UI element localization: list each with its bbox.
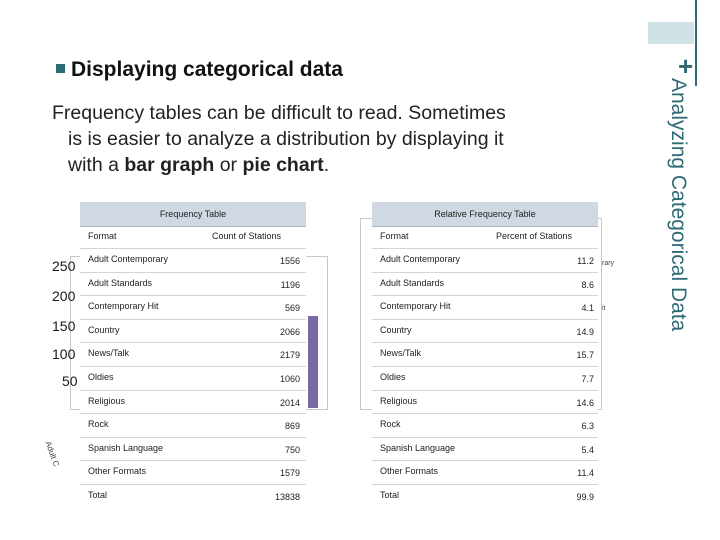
format-cell: Adult Contemporary [380, 254, 461, 264]
bar-graph-term: bar graph [124, 154, 215, 176]
value-cell: 1579 [279, 468, 300, 479]
pie-chart-term: pie chart [242, 154, 324, 176]
format-cell: Adult Standards [380, 277, 445, 288]
relative-frequency-table [372, 202, 598, 509]
format-cell: News/Talk [380, 348, 422, 359]
relative-table-col-format: Format [380, 231, 409, 241]
clipped-side-text-2: it [602, 305, 606, 312]
table-row [80, 248, 306, 273]
value-cell: 6.3 [581, 421, 594, 432]
format-cell: Spanish Language [88, 442, 164, 453]
value-cell: 1556 [279, 256, 300, 266]
format-cell: Religious [380, 395, 418, 406]
y-tick-label: 150 [52, 318, 76, 334]
table-row [372, 272, 598, 297]
heading-word-1: Displaying [71, 58, 178, 81]
corner-accent-box [648, 22, 694, 44]
intro-paragraph [52, 100, 622, 178]
intro-line-1: Frequency tables can be difficult to read. Sometimes [52, 102, 506, 124]
table-row [80, 390, 306, 415]
value-cell: 14.9 [576, 326, 594, 337]
table-row [80, 272, 306, 297]
format-cell: Other Formats [88, 466, 147, 477]
value-cell: 11.4 [577, 468, 594, 479]
format-cell: Other Formats [380, 466, 439, 477]
y-tick-label: 100 [52, 346, 76, 362]
side-title: Analyzing Categorical Data [667, 78, 690, 332]
value-cell: 14.6 [576, 397, 594, 408]
format-cell: Spanish Language [380, 442, 456, 453]
y-tick-label: 200 [52, 288, 76, 304]
heading-word-2: categorical data [183, 58, 343, 81]
square-bullet-icon [56, 64, 65, 73]
value-cell: 869 [284, 421, 300, 432]
table-row [372, 319, 598, 344]
table-row [372, 413, 598, 438]
frequency-table-title: Frequency Table [80, 202, 306, 227]
bullet-heading [56, 58, 343, 82]
format-cell: News/Talk [88, 348, 130, 359]
plus-mark: + [678, 51, 694, 81]
frequency-table [80, 202, 306, 509]
format-cell: Country [88, 324, 120, 335]
table-row [80, 319, 306, 344]
table-row [80, 342, 306, 367]
format-cell: Adult Contemporary [88, 254, 169, 264]
side-accent-rule [695, 0, 697, 86]
frequency-table-col-format: Format [88, 231, 117, 241]
clipped-side-text-1: rary [602, 260, 615, 267]
table-row [80, 366, 306, 391]
format-cell: Religious [88, 395, 126, 406]
format-cell: Contemporary Hit [88, 301, 159, 312]
format-cell: Adult Standards [88, 277, 153, 288]
format-cell: Contemporary Hit [380, 301, 451, 312]
table-row [372, 342, 598, 367]
value-cell: 8.6 [581, 279, 594, 290]
background-rotated-label: Adult C [43, 440, 61, 468]
table-row [80, 413, 306, 438]
table-row [80, 484, 306, 509]
y-tick-label: 250 [52, 258, 76, 274]
table-row [80, 295, 306, 320]
value-cell: 11.2 [577, 256, 594, 266]
frequency-table-col-count: Count of Stations [212, 231, 282, 241]
y-tick-label: 50 [62, 373, 78, 389]
intro-or: or [214, 154, 243, 176]
value-cell: 2179 [279, 350, 300, 361]
table-row [372, 484, 598, 509]
value-cell: 4.1 [581, 303, 594, 314]
intro-line-2: is is easier to analyze a distribution by displaying it [68, 128, 504, 150]
table-row [372, 295, 598, 320]
value-cell: 99.9 [576, 492, 594, 502]
format-cell: Oldies [88, 372, 114, 382]
value-cell: 569 [284, 303, 300, 314]
format-cell: Country [380, 324, 412, 335]
table-row [372, 460, 598, 485]
value-cell: 2014 [279, 397, 300, 408]
relative-table-col-percent: Percent of Stations [496, 231, 573, 241]
intro-line-3 [52, 152, 622, 178]
table-row [372, 248, 598, 273]
value-cell: 1060 [279, 374, 300, 384]
table-row [80, 437, 306, 462]
format-cell: Total [88, 490, 108, 500]
format-cell: Total [380, 490, 400, 500]
vertical-title-container [650, 78, 690, 378]
relative-table-title: Relative Frequency Table [372, 202, 598, 227]
value-cell: 5.4 [581, 444, 594, 455]
value-cell: 750 [284, 444, 300, 455]
format-cell: Oldies [380, 372, 406, 382]
format-cell: Rock [380, 419, 401, 430]
value-cell: 7.7 [581, 374, 594, 384]
table-row [372, 437, 598, 462]
table-row [80, 460, 306, 485]
value-cell: 2066 [279, 326, 300, 337]
format-cell: Rock [88, 419, 109, 430]
background-bar [308, 316, 318, 408]
table-row [372, 390, 598, 415]
value-cell: 1196 [280, 279, 300, 290]
value-cell: 13838 [274, 492, 300, 502]
value-cell: 15.7 [576, 350, 594, 361]
table-row [372, 366, 598, 391]
intro-end: . [323, 154, 330, 176]
intro-line-3-pre: with a [68, 154, 125, 176]
